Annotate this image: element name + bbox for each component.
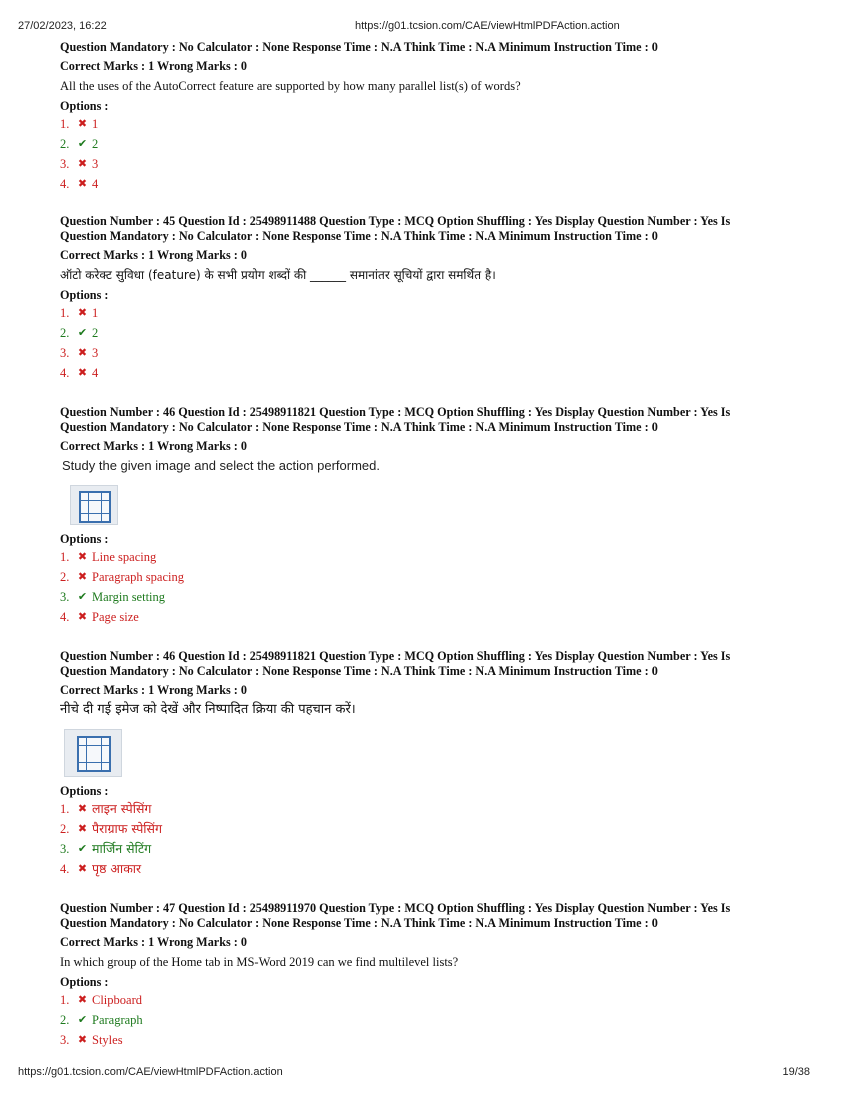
options-label: Options : [60,975,109,989]
wrong-icon: ✖ [77,178,88,190]
question-block [60,214,820,383]
option-item [60,859,820,879]
option-number: 4. [60,610,70,624]
wrong-icon: ✖ [77,367,88,379]
wrong-icon: ✖ [77,347,88,359]
option-number: 2. [60,326,70,340]
print-datetime: 27/02/2023, 16:22 [18,20,107,32]
question-meta-line2: Question Mandatory : No Calculator : None Response Time : N.A Think Time : N.A Minimum Instruction Time : 0 [60,40,658,54]
question-meta-line1: Question Number : 47 Question Id : 25498911970 Question Type : MCQ Option Shuffling : Yes Display Question Number : Yes Is [60,901,731,915]
margin-setting-icon [64,729,122,777]
question-text: ऑटो करेक्ट सुविधा (feature) के सभी प्रयोग शब्दों की ______ समानांतर सूचियों द्वारा समर्थित है। [60,268,496,282]
option-item [60,303,820,323]
options-list [60,303,820,383]
option-item [60,1010,820,1030]
wrong-icon: ✖ [77,1034,88,1046]
question-block [60,40,820,194]
option-text: Line spacing [92,550,157,564]
check-icon: ✔ [77,1014,88,1026]
wrong-icon: ✖ [77,158,88,170]
option-item [60,174,820,194]
option-text: Page size [92,610,139,624]
option-text: Styles [92,1033,123,1047]
option-item [60,323,820,343]
option-item [60,839,820,859]
option-number: 3. [60,590,70,604]
question-paper [60,40,820,1050]
option-number: 3. [60,1033,70,1047]
check-icon: ✔ [77,843,88,855]
option-item [60,343,820,363]
option-text: Paragraph [92,1013,143,1027]
question-marks: Correct Marks : 1 Wrong Marks : 0 [60,59,247,73]
question-marks: Correct Marks : 1 Wrong Marks : 0 [60,439,247,453]
wrong-icon: ✖ [77,307,88,319]
option-number: 1. [60,993,70,1007]
question-meta-line1: Question Number : 45 Question Id : 25498911488 Question Type : MCQ Option Shuffling : Yes Display Question Number : Yes Is [60,214,731,228]
option-text: 1 [92,117,99,131]
option-number: 3. [60,842,70,856]
wrong-icon: ✖ [77,571,88,583]
option-number: 2. [60,137,70,151]
check-icon: ✔ [77,138,88,150]
options-label: Options : [60,784,109,798]
check-icon: ✔ [77,327,88,339]
option-text: मार्जिन सेटिंग [92,841,152,856]
options-label: Options : [60,532,109,546]
wrong-icon: ✖ [77,994,88,1006]
question-marks: Correct Marks : 1 Wrong Marks : 0 [60,248,247,262]
question-meta-line1: Question Number : 46 Question Id : 25498911821 Question Type : MCQ Option Shuffling : Yes Display Question Number : Yes Is [60,649,731,663]
question-meta-line1: Question Number : 46 Question Id : 25498911821 Question Type : MCQ Option Shuffling : Yes Display Question Number : Yes Is [60,405,731,419]
option-number: 4. [60,366,70,380]
option-text: पृष्ठ आकार [92,861,142,876]
option-number: 1. [60,550,70,564]
option-text: Clipboard [92,993,142,1007]
options-list [60,990,820,1050]
option-item [60,547,820,567]
option-item [60,1030,820,1050]
wrong-icon: ✖ [77,118,88,130]
option-item [60,990,820,1010]
question-meta-line2: Question Mandatory : No Calculator : None Response Time : N.A Think Time : N.A Minimum Instruction Time : 0 [60,664,658,678]
option-item [60,134,820,154]
option-item [60,819,820,839]
option-number: 4. [60,177,70,191]
option-item [60,363,820,383]
question-marks: Correct Marks : 1 Wrong Marks : 0 [60,935,247,949]
option-number: 1. [60,117,70,131]
option-item [60,154,820,174]
option-text: 2 [92,137,99,151]
option-item [60,114,820,134]
option-text: 3 [92,157,99,171]
question-block [60,901,820,1050]
option-item [60,587,820,607]
option-number: 2. [60,822,70,836]
options-list [60,547,820,627]
option-text: 3 [92,346,99,360]
option-number: 3. [60,157,70,171]
option-text: 4 [92,366,99,380]
option-number: 1. [60,306,70,320]
options-label: Options : [60,288,109,302]
wrong-icon: ✖ [77,863,88,875]
option-text: 2 [92,326,99,340]
options-label: Options : [60,99,109,113]
question-text: In which group of the Home tab in MS-Word 2019 can we find multilevel lists? [60,955,459,969]
page-number: 19/38 [782,1066,810,1078]
print-url: https://g01.tcsion.com/CAE/viewHtmlPDFAction.action [355,20,620,32]
option-number: 1. [60,802,70,816]
option-number: 2. [60,1013,70,1027]
question-text: नीचे दी गई इमेज को देखें और निष्पादित क्रिया की पहचान करें। [60,702,356,717]
question-block [60,649,820,879]
question-meta-line2: Question Mandatory : No Calculator : None Response Time : N.A Think Time : N.A Minimum Instruction Time : 0 [60,420,658,434]
option-text: पैराग्राफ स्पेसिंग [92,821,163,836]
wrong-icon: ✖ [77,823,88,835]
question-meta-line2: Question Mandatory : No Calculator : None Response Time : N.A Think Time : N.A Minimum Instruction Time : 0 [60,229,658,243]
option-number: 3. [60,346,70,360]
check-icon: ✔ [77,591,88,603]
option-text: Margin setting [92,590,166,604]
option-text: Paragraph spacing [92,570,184,584]
option-text: 1 [92,306,99,320]
wrong-icon: ✖ [77,551,88,563]
wrong-icon: ✖ [77,611,88,623]
question-marks: Correct Marks : 1 Wrong Marks : 0 [60,683,247,697]
footer-url: https://g01.tcsion.com/CAE/viewHtmlPDFAction.action [18,1066,283,1078]
option-number: 2. [60,570,70,584]
question-text: All the uses of the AutoCorrect feature are supported by how many parallel list(s) of words? [60,79,521,93]
option-text: 4 [92,177,99,191]
option-number: 4. [60,862,70,876]
options-list [60,114,820,194]
options-list [60,799,820,879]
question-meta-line2: Question Mandatory : No Calculator : None Response Time : N.A Think Time : N.A Minimum Instruction Time : 0 [60,916,658,930]
wrong-icon: ✖ [77,803,88,815]
option-item [60,607,820,627]
option-text: लाइन स्पेसिंग [92,801,152,816]
option-item [60,567,820,587]
question-block [60,405,820,627]
question-text: Study the given image and select the action performed. [62,458,380,473]
option-item [60,799,820,819]
margin-setting-icon [70,485,118,525]
